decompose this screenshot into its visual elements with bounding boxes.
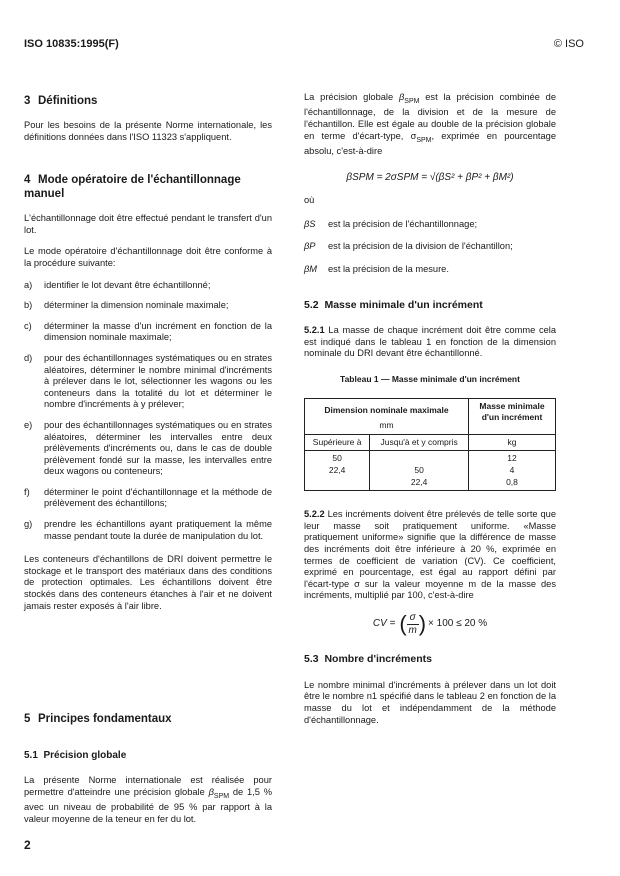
definition-row: βS est la précision de l'échantillonnage; xyxy=(304,218,478,229)
list-item: e) pour des échantillonnages systématiques ou en strates aléatoires, déterminer les intervalles entre deux prélèvements d'incréments ou, dans le cas de double prélèvement fondé sur la masse, les intervalles entre deux wagons ou conteneurs; xyxy=(24,419,272,477)
table-row: 22,4 0,8 xyxy=(305,477,556,491)
containers-paragraph: Les conteneurs d'échantillons de DRI doivent permettre le stockage et le transport des matériaux dans des conditions de protection optimales. Les échantillons doivent être stockés dans des conteneurs étanches à l'air et ne doivent jamais rester exposés à l'air libre. xyxy=(24,554,272,611)
left-column xyxy=(24,94,272,622)
subsection-5-3-heading: 5.3 Nombre d'incréments xyxy=(304,653,432,666)
table-1 xyxy=(304,398,556,492)
list-item: a) identifier le lot devant être échantillonné; xyxy=(24,279,211,290)
section-5-heading: 5 Principes fondamentaux xyxy=(24,713,172,725)
table-row: 50 12 xyxy=(305,451,556,465)
cv-formula: CV = ( σ m ) × 100 ≤ 20 % xyxy=(372,611,488,637)
procedure-list xyxy=(24,280,272,543)
paragraph-5-3: Le nombre minimal d'incréments à prélever dans un lot doit être le nombre n1 spécifié dans le tableau 2 en fonction de la masse du lot et indépendamment de la méthode d'échantillonnage. xyxy=(304,679,556,725)
global-precision-definition: La précision globale $\beta_{SPM}$ est la précision combinée de l'échantillonnage, de la division et de la mesure de l'échantillon. Elle est égale au double de la précision globale en terme d'écart-type, $\sigma_{SPM}$, exprimée en pourcentage absolu, c'est-à-dire xyxy=(304,92,556,157)
copyright-mark: © ISO xyxy=(553,38,584,50)
section-3-body: Pour les besoins de la présente Norme internationale, les définitions données dans l'ISO 11323 s'appliquent. xyxy=(24,120,272,142)
subsection-5-2-heading: 5.2 Masse minimale d'un incrément xyxy=(304,298,483,311)
table-subheader-upto: Jusqu'à et y compris xyxy=(370,434,469,451)
standard-number: ISO 10835:1995(F) xyxy=(24,38,119,50)
table-row: 22,4 50 4 xyxy=(305,465,556,477)
section-4-procedure-intro: Le mode opératoire d'échantillonnage doit être conforme à la procédure suivante: xyxy=(24,246,272,268)
paragraph-5-2-1: 5.2.1 La masse de chaque incrément doit être comme cela est indiqué dans le tableau 1 en fonction de la dimension nominale du DRI devant être échantillonné. xyxy=(304,325,556,359)
paragraph-5-2-2: 5.2.2 Les incréments doivent être prélevés de telle sorte que leur masse soit pratiquement uniforme. «Masse pratiquement uniforme» signifie que la différence de masse des incréments doit être inférieure à 20 %, exprimée en termes de coefficient de variation (CV). Ce coefficient, exprimé en pourcentage, est égal au rapport défini par l'écart-type σ sur la valeur moyenne m de la masse des incréments, multiplié par 100, c'est-à-dire xyxy=(304,509,556,601)
global-precision-paragraph: La présente Norme internationale est réalisée pour permettre d'atteindre une précision globale $\beta_{SPM}$ de 1,5 % avec un niveau de probabilité de 95 % par rapport à la valeur moyenne de la teneur en fer du lot. xyxy=(24,775,272,824)
precision-formula: βSPM = 2σSPM = √(βS² + βP² + βM²) xyxy=(346,171,514,183)
list-item: d) pour des échantillonnages systématiques ou en strates aléatoires, déterminer le nombre minimal d'incréments à prélever dans le lot, sélectionner les wagons ou les conteneurs dans la totalité du lot et déterminer le nombre d'incréments à y prélever; xyxy=(24,352,272,410)
list-item: b) déterminer la dimension nominale maximale; xyxy=(24,300,229,311)
section-4-intro: L'échantillonnage doit être effectué pendant le transfert d'un lot. xyxy=(24,213,272,235)
list-item: g) prendre les échantillons ayant pratiquement la même masse pendant toute la durée de manipulation du lot. xyxy=(24,519,272,541)
table-subheader-above: Supérieure à xyxy=(305,434,370,451)
table-unit-mm: mm xyxy=(305,418,469,434)
section-4-heading: 4 Mode opératoire de l'échantillonnage manuel xyxy=(24,174,241,201)
definition-row: βP est la précision de la division de l'échantillon; xyxy=(304,241,513,252)
right-column xyxy=(304,92,556,736)
page-number: 2 xyxy=(24,838,31,852)
where-label: où xyxy=(304,195,315,206)
list-item: f) déterminer le point d'échantillonnage et la méthode de prélèvement des échantillons; xyxy=(24,486,272,509)
table-header-dimension: Dimension nominale maximale xyxy=(305,398,469,418)
table-unit-kg: kg xyxy=(469,434,556,451)
table-header-mass: Masse minimale d'un incrément xyxy=(469,398,556,434)
section-3-heading: 3 Définitions xyxy=(24,95,98,107)
table-1-caption: Tableau 1 — Masse minimale d'un incrément xyxy=(340,374,520,385)
section-5-block xyxy=(24,712,272,825)
subsection-5-1-heading: 5.1 Précision globale xyxy=(24,750,127,761)
symbol-definitions xyxy=(304,219,556,276)
list-item: c) déterminer la masse d'un incrément en fonction de la dimension nominale maximale; xyxy=(24,320,272,343)
definition-row: βM est la précision de la mesure. xyxy=(304,264,449,275)
